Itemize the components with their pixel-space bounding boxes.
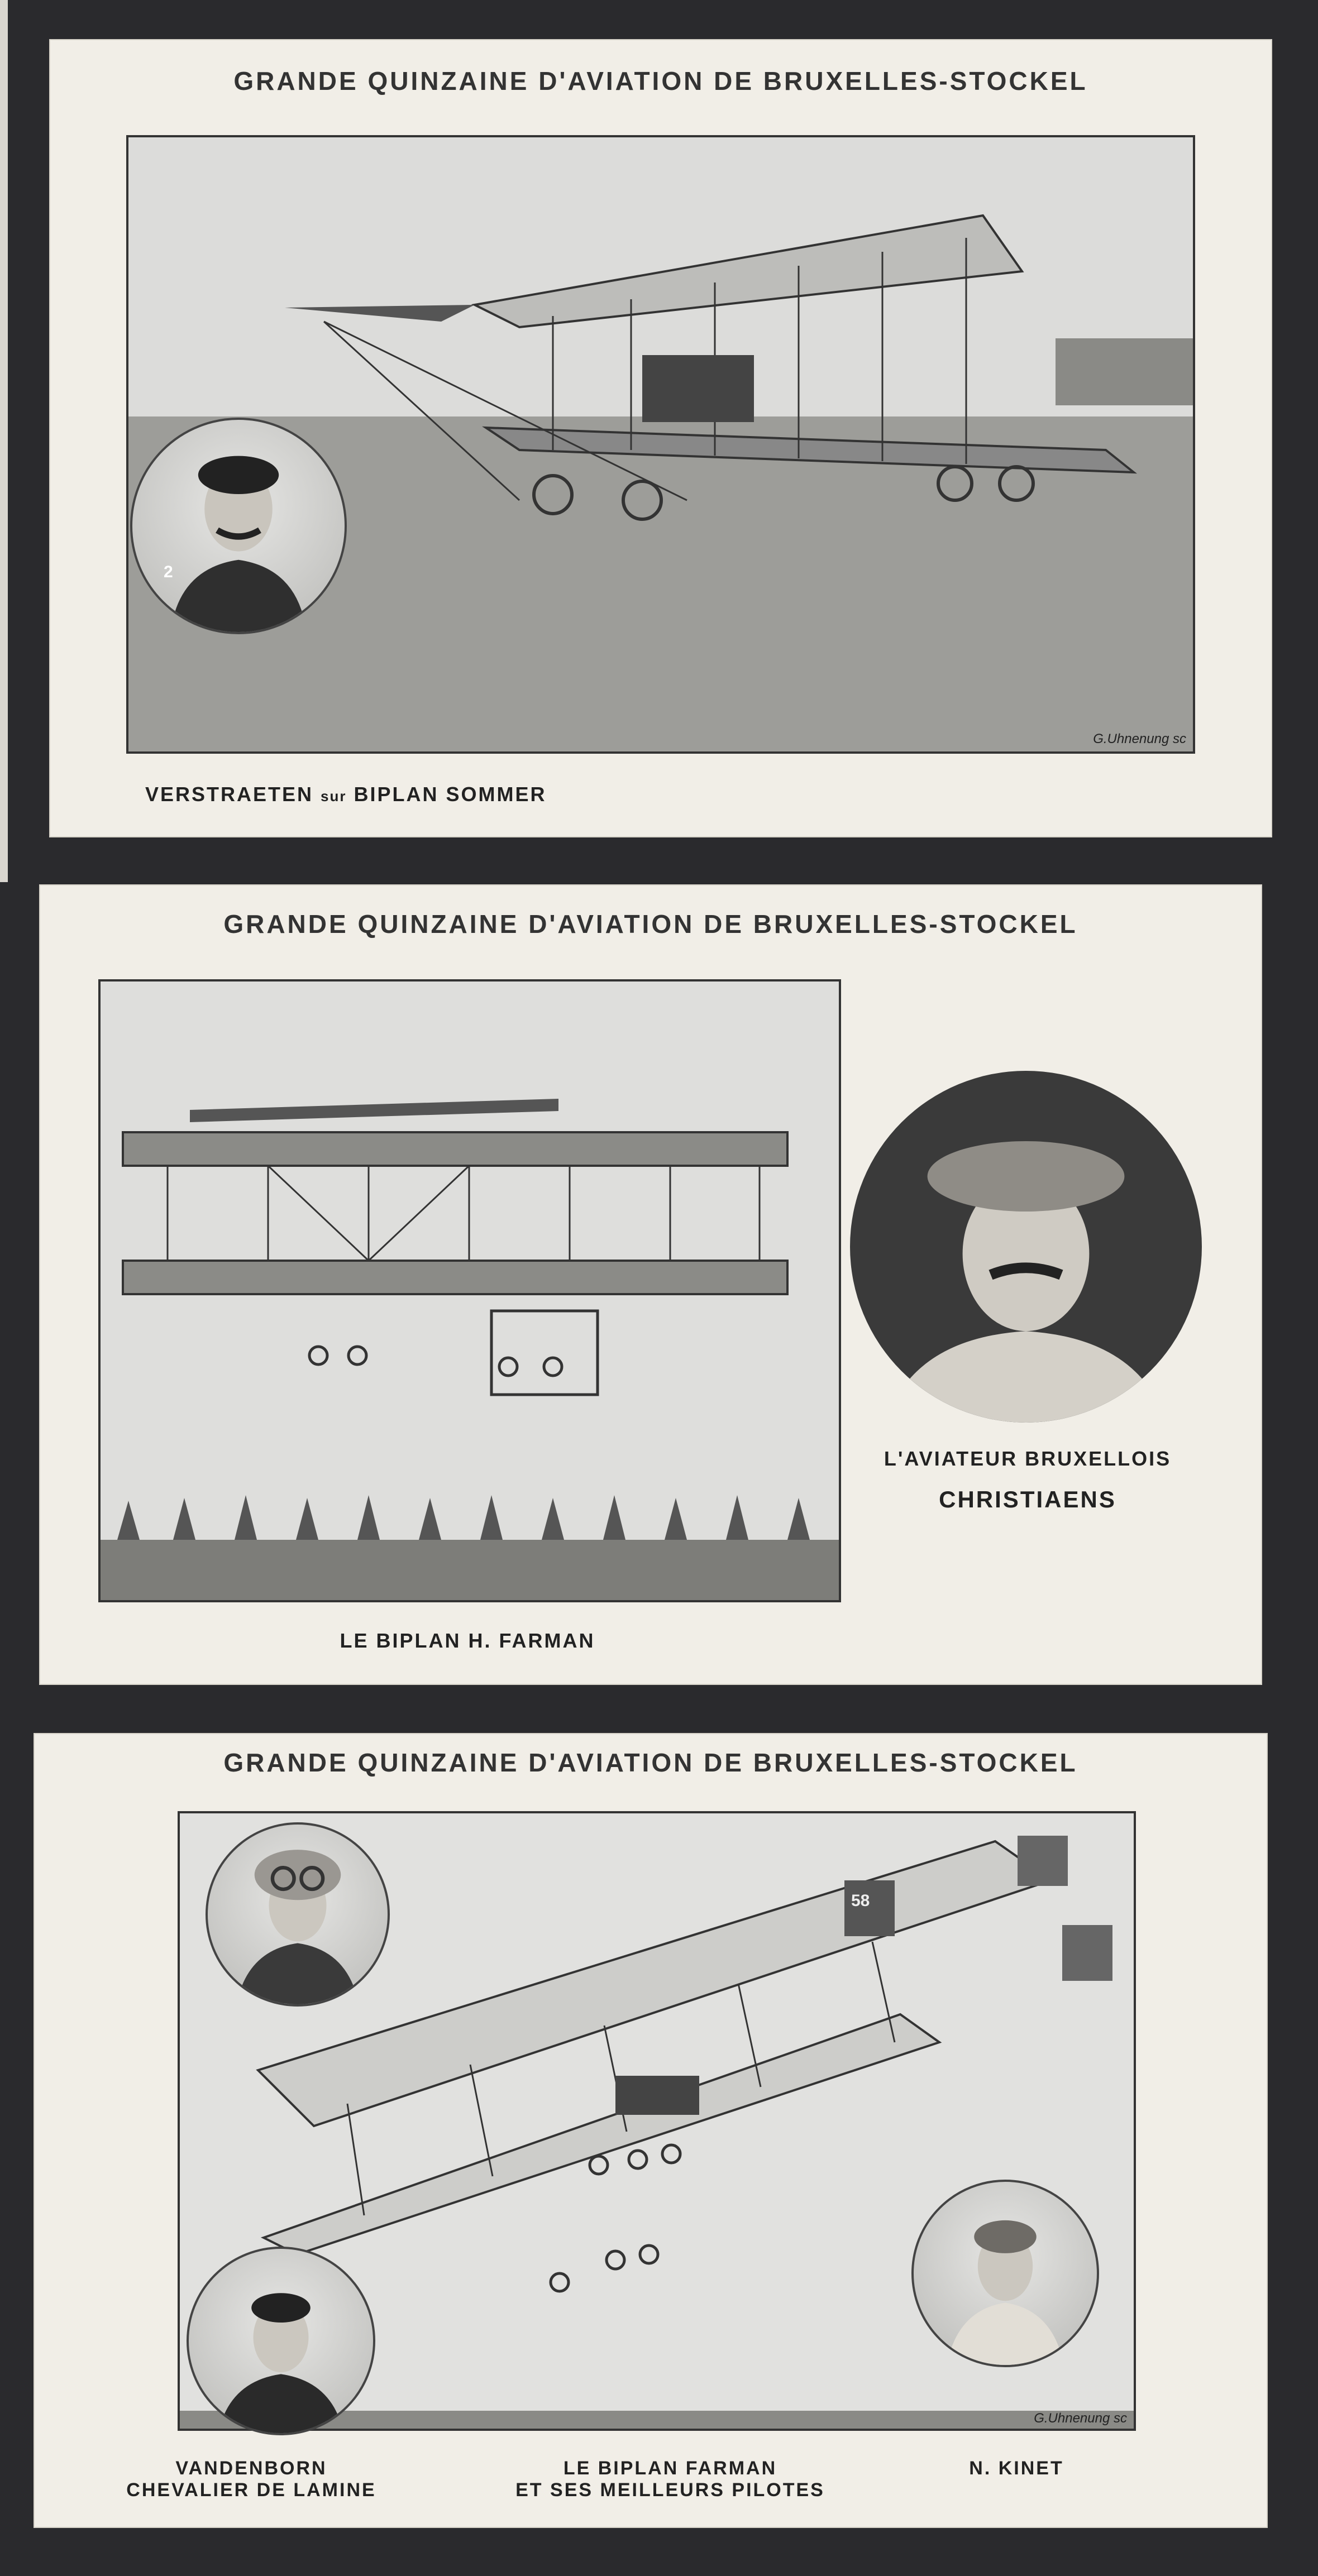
- portrait-number: 2: [164, 563, 173, 581]
- engraver-signature: G.Uhnenung sc: [1093, 731, 1186, 746]
- pilot-right-caption: N. KINET: [969, 2458, 1064, 2479]
- plane-name: BIPLAN SOMMER: [354, 783, 547, 806]
- album-edge: [0, 0, 8, 882]
- plane-number: 58: [851, 1892, 870, 1910]
- card-title: GRANDE QUINZAINE D'AVIATION DE BRUXELLES-STOCKEL: [223, 1748, 1078, 1777]
- card-title: GRANDE QUINZAINE D'AVIATION DE BRUXELLES-STOCKEL: [233, 66, 1088, 95]
- pilot-left-title: CHEVALIER DE LAMINE: [126, 2479, 376, 2501]
- center-caption-line2: ET SES MEILLEURS PILOTES: [515, 2479, 825, 2501]
- pilot-left-name: VANDENBORN: [175, 2458, 327, 2479]
- postcard-2: [39, 884, 1262, 1685]
- aviator-caption-line2: CHRISTIAENS: [939, 1486, 1116, 1512]
- postcard-1: [49, 39, 1272, 837]
- center-caption-line1: LE BIPLAN FARMAN: [563, 2458, 777, 2479]
- portrait-aviator-goggles: [206, 1822, 390, 2007]
- plane-caption: LE BIPLAN H. FARMAN: [340, 1629, 595, 1652]
- aviator-name: VERSTRAETEN: [145, 783, 314, 806]
- caption-sur: sur: [321, 788, 347, 805]
- portrait-verstraeten: [130, 418, 347, 634]
- aviator-caption-line1: L'AVIATEUR BRUXELLOIS: [884, 1447, 1172, 1470]
- caption-verstraeten: [145, 783, 547, 806]
- postcard-3: [34, 1733, 1268, 2528]
- biplane-farman-photo: [98, 979, 841, 1602]
- portrait-kinet: [911, 2180, 1099, 2367]
- portrait-vandenborn: [187, 2247, 375, 2435]
- engraver-signature: G.Uhnenung sc: [1034, 2411, 1127, 2426]
- pilot-left-caption: [117, 2458, 385, 2501]
- portrait-christiaens: [850, 1071, 1202, 1423]
- card-title: GRANDE QUINZAINE D'AVIATION DE BRUXELLES-STOCKEL: [223, 909, 1078, 939]
- center-caption: [475, 2458, 866, 2501]
